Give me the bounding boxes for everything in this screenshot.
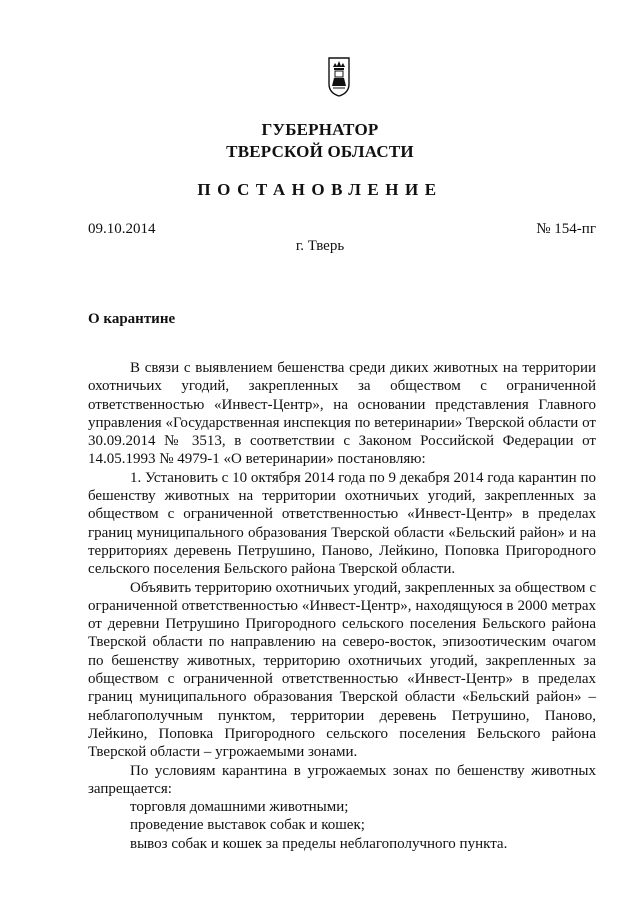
- document-body: [88, 359, 596, 853]
- prohibition-item: торговля домашними животными;: [130, 799, 349, 816]
- prohibition-item: проведение выставок собак и кошек;: [130, 817, 365, 834]
- body-paragraph: В связи с выявлением бешенства среди диких животных на территории охотничьих угодий, закрепленных за обществом с ограниченной ответственностью «Инвест-Центр», на основании представления Главного управления «Государственная инспекция по ветеринарии» Тверской области от 30.09.2014 № 3513, в соответствии с Законом Российской Федерации от 14.05.1993 № 4979-1 «О ветеринарии» постановляю:: [88, 360, 596, 468]
- prohibition-item: вывоз собак и кошек за пределы неблагополучного пункта.: [130, 835, 508, 852]
- body-paragraph: По условиям карантина в угрожаемых зонах по бешенству животных запрещается:: [88, 762, 596, 797]
- document-date: 09.10.2014: [88, 221, 156, 237]
- body-paragraph: 1. Установить с 10 октября 2014 года по 9 декабря 2014 года карантин по бешенству животных на территории охотничьих угодий, закрепленных за обществом с ограниченной ответственностью «Инвест-Центр» в пределах границ муниципального образования Тверской области «Бельский район» и на территориях деревень Петрушино, Паново, Лейкино, Поповка Пригородного сельского поселения Бельского района Тверской области.: [88, 469, 596, 578]
- body-paragraph: Объявить территорию охотничьих угодий, закрепленных за обществом с ограниченной ответственностью «Инвест-Центр», находящуюся в 2000 метрах от деревни Петрушино Пригородного сельского поселения Бельского района Тверской области по направлению на северо-восток, эпизоотическим очагом по бешенству животных, территорию охотничьих угодий, закрепленных за обществом с ограниченной ответственностью «Инвест-Центр» в пределах границ муниципального образования Тверской области «Бельский район» – неблагополучным пунктом, территории деревень Петрушино, Паново, Лейкино, Поповка Пригородного сельского поселения Бельского района Тверской области – угрожаемыми зонами.: [88, 579, 596, 761]
- document-number: № 154-пг: [536, 221, 596, 237]
- authority-region: ТВЕРСКОЙ ОБЛАСТИ: [226, 142, 414, 161]
- document-subject: О карантине: [88, 311, 176, 327]
- coat-of-arms-icon: [328, 57, 350, 97]
- document-type-heading: ПОСТАНОВЛЕНИЕ: [197, 180, 443, 199]
- authority-title: ГУБЕРНАТОР: [261, 120, 379, 139]
- document-city: г. Тверь: [295, 238, 345, 254]
